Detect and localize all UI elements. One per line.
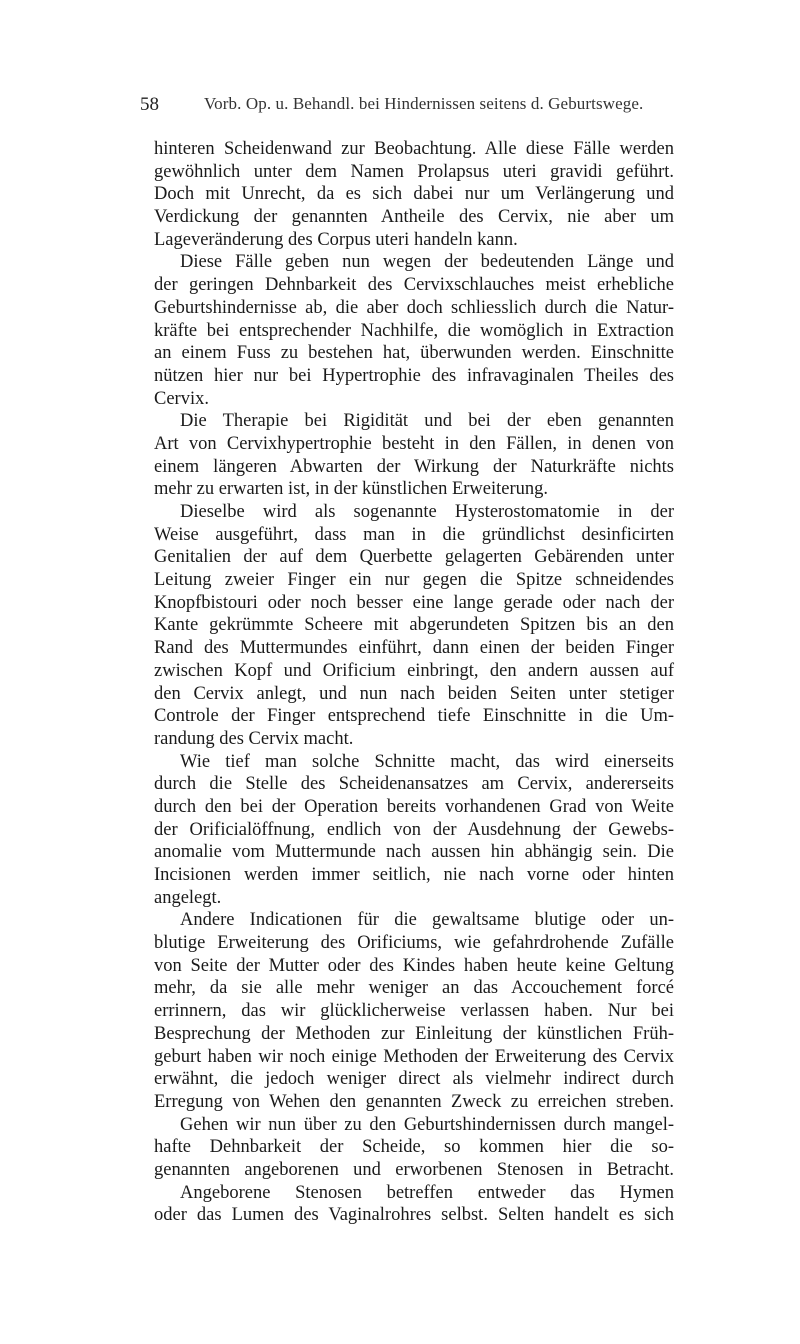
text-line: Rand des Muttermundes einführt, dann einen der beiden Finger <box>154 638 674 659</box>
text-line: Diese Fälle geben nun wegen der bedeutenden Länge und <box>180 252 674 273</box>
text-line: Dieselbe wird als sogenannte Hysterostomatomie in der <box>180 502 674 522</box>
text-line: Doch mit Unrecht, da es sich dabei nur um Verlängerung und <box>154 184 674 205</box>
text-line: mehr, da sie alle mehr weniger an das Accouchement forcé <box>154 978 674 999</box>
text-line: mehr zu erwarten ist, in der künstlichen Erweiterung. <box>154 479 549 500</box>
text-line: Besprechung der Methoden zur Einleitung der künstlichen Früh- <box>154 1023 674 1044</box>
text-line: Verdickung der genannten Antheile des Cervix, nie aber um <box>154 207 674 228</box>
text-line: Cervix. <box>154 388 209 409</box>
text-line: genannten angeborenen und erworbenen Stenosen in Betracht. <box>154 1159 674 1180</box>
text-line: Genitalien der auf dem Querbette gelagerten Gebärenden unter <box>154 547 674 568</box>
text-line: oder das Lumen des Vaginalrohres selbst. Selten handelt es sich <box>154 1205 674 1226</box>
text-line: Leitung zweier Finger ein nur gegen die Spitze schneidendes <box>154 570 674 591</box>
text-line: Angeborene Stenosen betreffen entweder das Hymen <box>180 1182 674 1203</box>
text-line: einem längeren Abwarten der Wirkung der Naturkräfte nichts <box>154 456 674 477</box>
text-line: Erregung von Wehen den genannten Zweck zu erreichen streben. <box>154 1091 674 1112</box>
text-line: errinnern, das wir glücklicherweise verlassen haben. Nur bei <box>154 1001 674 1022</box>
text-line: kräfte bei entsprechender Nachhilfe, die womöglich in Extraction <box>154 320 674 341</box>
running-header <box>140 92 680 118</box>
text-line: nützen hier nur bei Hypertrophie des infravaginalen Theiles des <box>154 365 674 386</box>
text-line: anomalie vom Muttermunde nach aussen hin abhängig sein. Die <box>154 842 674 863</box>
text-line: an einem Fuss zu bestehen hat, überwunden werden. Einschnitte <box>154 343 674 364</box>
text-line: durch die Stelle des Scheidenansatzes am Cervix, andererseits <box>154 774 674 795</box>
text-line: hinteren Scheidenwand zur Beobachtung. Alle diese Fälle werden <box>154 139 674 159</box>
text-line: Lageveränderung des Corpus uteri handeln kann. <box>154 229 518 250</box>
text-line: Kante gekrümmte Scheere mit abgerundeten Spitzen bis an den <box>154 615 674 636</box>
text-line: Art von Cervixhypertrophie besteht in den Fällen, in denen von <box>154 433 674 454</box>
text-line: erwähnt, die jedoch weniger direct als vielmehr indirect durch <box>154 1069 674 1090</box>
text-line: Controle der Finger entsprechend tiefe Einschnitte in die Um- <box>154 706 674 727</box>
text-line: Die Therapie bei Rigidität und bei der eben genannten <box>180 411 674 432</box>
text-line: geburt haben wir noch einige Methoden der Erweiterung des Cervix <box>154 1046 674 1067</box>
text-line: Weise ausgeführt, dass man in die gründlichst desinficirten <box>154 524 674 545</box>
text-line: den Cervix anlegt, und nun nach beiden Seiten unter stetiger <box>154 683 674 704</box>
text-line: hafte Dehnbarkeit der Scheide, so kommen hier die so- <box>154 1137 674 1158</box>
text-line: Incisionen werden immer seitlich, nie nach vorne oder hinten <box>154 865 674 885</box>
text-line: der Orificialöffnung, endlich von der Ausdehnung der Gewebs- <box>154 819 674 840</box>
text-line: gewöhnlich unter dem Namen Prolapsus uteri gravidi geführt. <box>154 161 674 182</box>
text-line: Gehen wir nun über zu den Geburtshindernissen durch mangel- <box>180 1114 674 1135</box>
text-line: Wie tief man solche Schnitte macht, das wird einerseits <box>180 751 674 772</box>
text-line: zwischen Kopf und Orificium einbringt, den andern aussen auf <box>154 660 674 681</box>
page-number: 58 <box>140 94 159 115</box>
text-line: Knopfbistouri oder noch besser eine lange gerade oder nach der <box>154 592 674 613</box>
text-line: blutige Erweiterung des Orificiums, wie gefahrdrohende Zufälle <box>154 933 674 954</box>
text-line: durch den bei der Operation bereits vorhandenen Grad von Weite <box>154 796 674 817</box>
text-line: angelegt. <box>154 887 222 908</box>
text-line: der geringen Dehnbarkeit des Cervixschlauches meist erhebliche <box>154 275 674 296</box>
running-title: Vorb. Op. u. Behandl. bei Hindernissen seitens d. Geburtswege. <box>204 94 644 113</box>
text-line: Andere Indicationen für die gewaltsame blutige oder un- <box>180 910 674 931</box>
text-line: Geburtshindernisse ab, die aber doch schliesslich durch die Natur- <box>154 297 674 318</box>
text-line: von Seite der Mutter oder des Kindes haben heute keine Geltung <box>154 955 674 976</box>
body-text <box>154 138 674 1227</box>
text-line: randung des Cervix macht. <box>154 728 354 749</box>
